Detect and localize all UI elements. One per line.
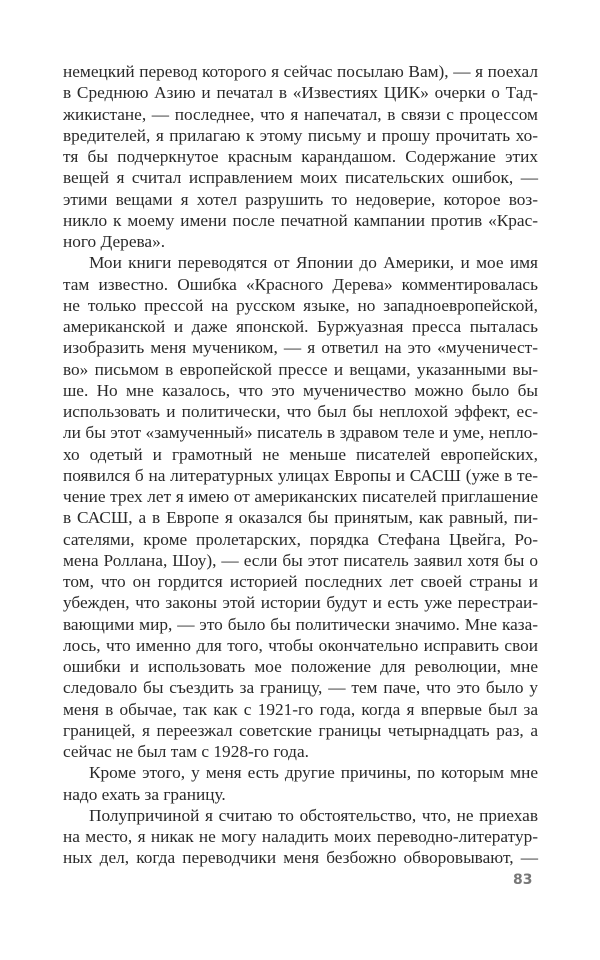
text-line: не только прессой на русском языке, но западноевропейской,	[63, 295, 538, 315]
text-line: меня в обычае, так как с 1921-го года, когда я впервые был за	[63, 699, 538, 719]
text-line: ных дел, когда переводчики меня безбожно обворовывают, —	[63, 848, 538, 868]
text-line: во» письмом в европейской прессе и вещами, указанными вы-	[63, 359, 538, 379]
text-line: Мои книги переводятся от Японии до Америки, и мое имя	[89, 253, 538, 273]
paragraph	[63, 61, 538, 252]
page-number: 83	[513, 872, 533, 888]
text-line: на место, я никак не могу наладить моих переводно-литератур-	[63, 827, 538, 846]
page-body-text	[63, 61, 538, 869]
text-line: жикистане, — последнее, что я напечатал, в связи с процессом	[63, 104, 538, 124]
text-line: хо одетый и грамотный не меньше писателей европейских,	[63, 444, 538, 464]
text-line: вающими мир, — это было бы политически значимо. Мне каза-	[63, 614, 538, 634]
text-line: сателями, кроме пролетарских, порядка Стефана Цвейга, Ро-	[63, 529, 538, 549]
text-line: использовать и политически, что был бы неплохой эффект, ес-	[63, 402, 538, 421]
text-line: Кроме этого, у меня есть другие причины, по которым мне	[89, 763, 538, 783]
text-line: мена Роллана, Шоу), — если бы этот писатель заявил хотя бы о	[63, 550, 538, 570]
text-line: сейчас не был там с 1928-го года.	[63, 742, 309, 761]
text-line: этими вещами я хотел разрушить то недоверие, которое воз-	[63, 189, 538, 209]
text-line: американской и даже японской. Буржуазная пресса пыталась	[63, 317, 538, 336]
text-line: Полупричиной я считаю то обстоятельство, что, не приехав	[89, 805, 538, 825]
text-line: ше. Но мне казалось, что это мученичество можно было бы	[63, 380, 538, 400]
text-line: надо ехать за границу.	[63, 784, 226, 804]
text-line: немецкий перевод которого я сейчас посылаю Вам), — я поехал	[63, 62, 538, 81]
text-line: появился б на литературных улицах Европы и САСШ (уже в те-	[63, 465, 538, 485]
text-line: том, что он гордится историей последних лет своей страны и	[63, 572, 538, 591]
text-line: чение трех лет я имею от американских писателей приглашение	[63, 487, 538, 506]
text-line: никло к моему имени после печатной кампании против «Крас-	[63, 210, 538, 230]
text-line: изобразить меня мучеником, — я ответил на это «мученичест-	[63, 338, 538, 358]
paragraph	[63, 762, 538, 805]
text-line: в Среднюю Азию и печатал в «Известиях ЦИК» очерки о Тад-	[63, 83, 538, 103]
text-line: вредителей, я прилагаю к этому письму и прошу прочитать хо-	[63, 125, 538, 145]
text-line: в САСШ, а в Европе я оказался бы принятым, как равный, пи-	[63, 508, 538, 528]
text-line: следовало бы съездить за границу, — тем паче, что это было у	[63, 678, 538, 698]
text-line: лось, что именно для того, чтобы окончательно исправить свои	[63, 635, 538, 655]
text-line: ного Дерева».	[63, 232, 166, 251]
text-line: убежден, что законы этой истории будут и есть уже перестраи-	[63, 593, 538, 613]
text-line: границей, я переезжал советские границы четырнадцать раз, а	[63, 720, 538, 740]
paragraph	[63, 252, 538, 762]
text-line: тя бы подчеркнутое красным карандашом. Содержание этих	[63, 147, 538, 166]
text-line: там известно. Ошибка «Красного Дерева» комментировалась	[63, 274, 538, 294]
text-line: ли бы этот «замученный» писатель в здравом теле и уме, непло-	[63, 423, 538, 443]
text-line: ошибки и использовать мое положение для революции, мне	[63, 657, 538, 676]
text-line: вещей я считал исправлением моих писательских ошибок, —	[63, 168, 538, 188]
paragraph	[63, 805, 538, 869]
